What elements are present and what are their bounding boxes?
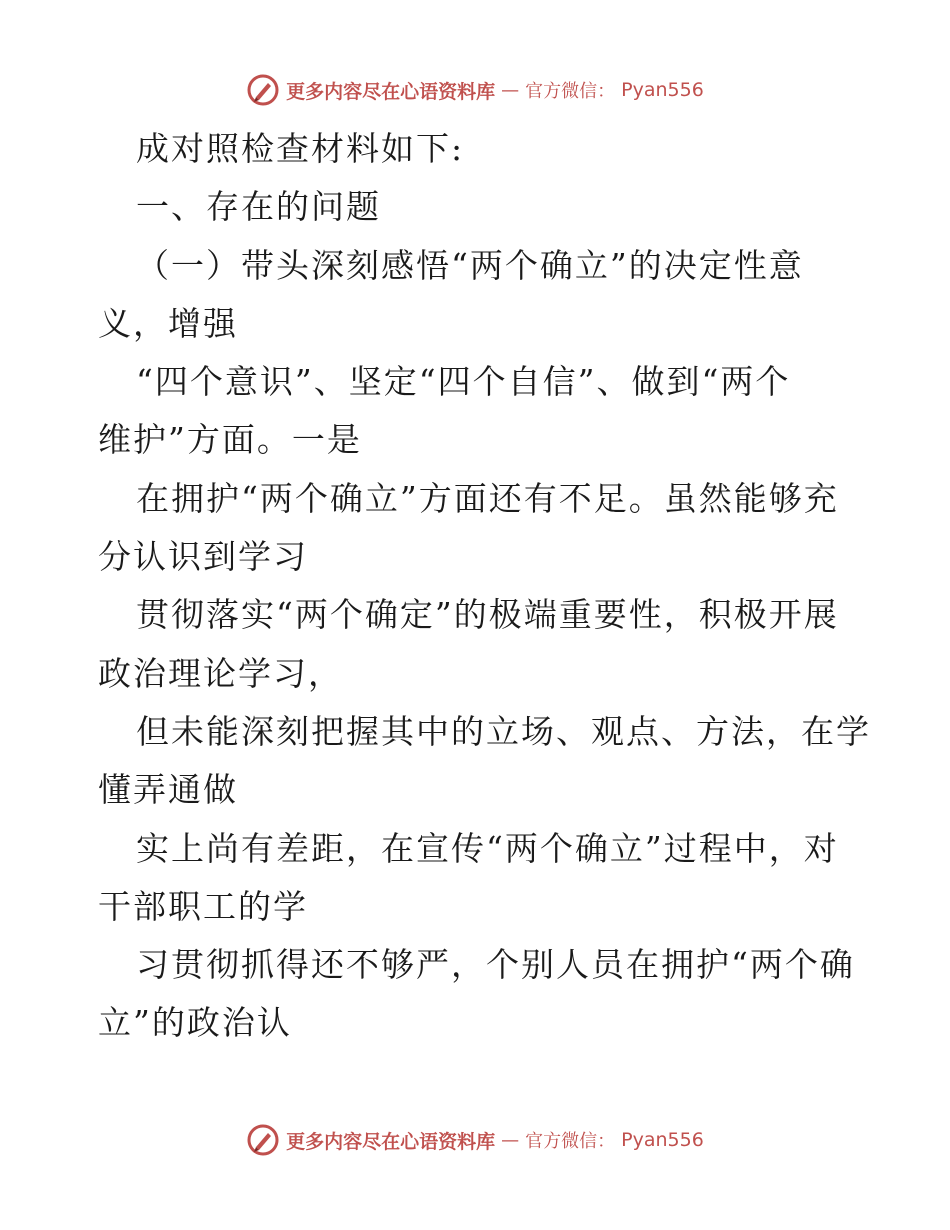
body-line: 习贯彻抓得还不够严，个别人员在拥护“两个确 [136,945,855,985]
pen-circle-logo-icon [246,1123,280,1157]
body-line: 干部职工的学 [98,886,308,926]
body-line: （一）带头深刻感悟“两个确立”的决定性意 [136,245,804,285]
banner-text: 更多内容尽在心语资料库 [286,80,496,103]
body-line: 但未能深刻把握其中的立场、观点、方法，在学 [136,711,871,751]
footer-banner [0,1120,950,1160]
banner-separator: — [501,79,520,101]
banner-wechat-id: Pyan556 [621,79,704,101]
banner-wechat-label: 官方微信： [525,81,616,102]
body-line: 政治理论学习， [98,653,343,693]
document-body [98,120,871,1053]
body-line: “四个意识”、坚定“四个自信”、做到“两个 [136,362,791,402]
body-line: 义，增强 [98,303,238,343]
banner-text: 更多内容尽在心语资料库 [286,1130,496,1153]
header-banner [0,70,950,110]
body-line: 维护”方面。一是 [98,420,362,460]
body-line: 在拥护“两个确立”方面还有不足。虽然能够充 [136,478,839,518]
body-line: 实上尚有差距，在宣传“两个确立”过程中，对 [136,828,839,868]
banner-separator: — [501,1129,520,1151]
body-line: 成对照检查材料如下: [136,129,465,168]
banner-wechat-label: 官方微信： [525,1131,616,1152]
body-line: 分认识到学习 [98,537,308,577]
body-line: 懂弄通做 [98,770,238,810]
body-line: 贯彻落实“两个确定”的极端重要性，积极开展 [136,595,839,635]
body-line: 立”的政治认 [98,1003,292,1043]
section-heading: 一、存在的问题 [136,187,381,227]
pen-circle-logo-icon [246,73,280,107]
banner-wechat-id: Pyan556 [621,1129,704,1151]
